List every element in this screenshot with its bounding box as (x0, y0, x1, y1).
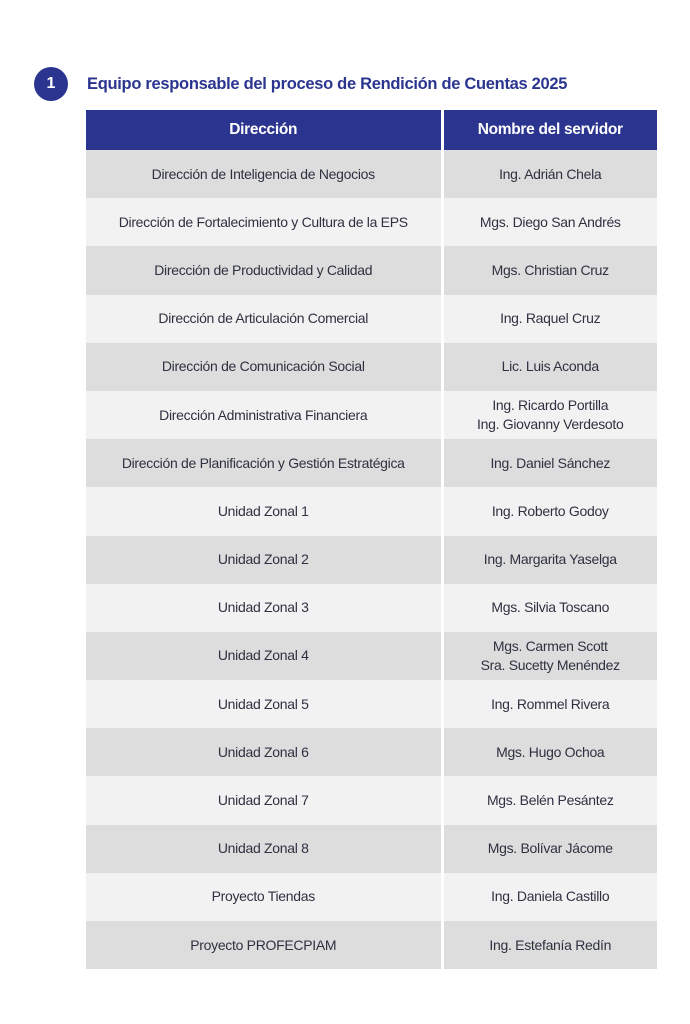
cell-direccion: Dirección de Comunicación Social (86, 343, 442, 391)
servant-name: Mgs. Bolívar Jácome (487, 840, 613, 857)
table-row (86, 246, 657, 294)
servant-name: Mgs. Hugo Ochoa (496, 743, 605, 760)
servant-name: Mgs. Diego San Andrés (479, 213, 621, 230)
cell-nombre-servidor (442, 150, 657, 198)
table-row (86, 391, 657, 439)
servant-name: Ing. Raquel Cruz (500, 310, 601, 327)
cell-direccion: Dirección de Planificación y Gestión Estratégica (86, 439, 442, 487)
cell-direccion: Dirección de Productividad y Calidad (86, 246, 442, 294)
table-row (86, 632, 657, 680)
table-row (86, 680, 657, 728)
servant-name: Ing. Rommel Rivera (491, 695, 610, 712)
cell-direccion: Unidad Zonal 5 (86, 680, 442, 728)
table-row (86, 150, 657, 198)
table-row (86, 487, 657, 535)
cell-direccion: Dirección de Fortalecimiento y Cultura de la EPS (86, 198, 442, 246)
cell-nombre-servidor (442, 536, 657, 584)
table-row (86, 921, 657, 969)
servant-name: Ing. Giovanny Verdesoto (477, 416, 624, 433)
cell-direccion: Unidad Zonal 1 (86, 487, 442, 535)
cell-direccion: Unidad Zonal 3 (86, 584, 442, 632)
section-number-badge: 1 (34, 67, 68, 101)
servant-name: Ing. Margarita Yaselga (483, 551, 617, 568)
cell-nombre-servidor (442, 391, 657, 439)
table-row (86, 873, 657, 921)
servant-name: Sra. Sucetty Menéndez (480, 656, 620, 673)
table-body (86, 150, 657, 969)
servant-name: Mgs. Belén Pesántez (486, 792, 614, 809)
cell-nombre-servidor (442, 584, 657, 632)
servant-name: Mgs. Silvia Toscano (491, 599, 610, 616)
cell-nombre-servidor (442, 728, 657, 776)
servant-name: Lic. Luis Aconda (501, 358, 599, 375)
section-title: Equipo responsable del proceso de Rendición de Cuentas 2025 (87, 75, 568, 93)
cell-direccion: Dirección de Inteligencia de Negocios (86, 150, 442, 198)
cell-direccion: Dirección Administrativa Financiera (86, 391, 442, 439)
cell-nombre-servidor (442, 680, 657, 728)
cell-direccion: Dirección de Articulación Comercial (86, 295, 442, 343)
table-row (86, 584, 657, 632)
team-table (86, 110, 657, 969)
table-row (86, 776, 657, 824)
servant-name: Ing. Daniela Castillo (491, 888, 610, 905)
cell-nombre-servidor (442, 921, 657, 969)
table-row (86, 536, 657, 584)
cell-direccion: Unidad Zonal 6 (86, 728, 442, 776)
cell-direccion: Unidad Zonal 4 (86, 632, 442, 680)
header-direccion: Dirección (86, 110, 442, 150)
servant-name: Ing. Ricardo Portilla (492, 397, 609, 414)
cell-nombre-servidor (442, 776, 657, 824)
cell-nombre-servidor (442, 632, 657, 680)
table-row (86, 439, 657, 487)
table-row (86, 198, 657, 246)
cell-nombre-servidor (442, 439, 657, 487)
cell-direccion: Unidad Zonal 8 (86, 825, 442, 873)
cell-nombre-servidor (442, 825, 657, 873)
cell-direccion: Proyecto Tiendas (86, 873, 442, 921)
table-row (86, 825, 657, 873)
servant-name: Ing. Daniel Sánchez (490, 454, 611, 471)
table-row (86, 295, 657, 343)
table-row (86, 343, 657, 391)
servant-name: Ing. Roberto Godoy (491, 502, 609, 519)
cell-direccion: Proyecto PROFECPIAM (86, 921, 442, 969)
servant-name: Ing. Adrián Chela (499, 165, 602, 182)
cell-nombre-servidor (442, 198, 657, 246)
servant-name: Mgs. Christian Cruz (491, 261, 609, 278)
cell-nombre-servidor (442, 295, 657, 343)
table-header-row (86, 110, 657, 150)
cell-nombre-servidor (442, 873, 657, 921)
cell-nombre-servidor (442, 246, 657, 294)
servant-name: Mgs. Carmen Scott (492, 637, 608, 654)
table-row (86, 728, 657, 776)
cell-direccion: Unidad Zonal 2 (86, 536, 442, 584)
cell-nombre-servidor (442, 487, 657, 535)
cell-direccion: Unidad Zonal 7 (86, 776, 442, 824)
servant-name: Ing. Estefanía Redín (489, 936, 612, 953)
header-nombre-servidor: Nombre del servidor (442, 110, 657, 150)
cell-nombre-servidor (442, 343, 657, 391)
